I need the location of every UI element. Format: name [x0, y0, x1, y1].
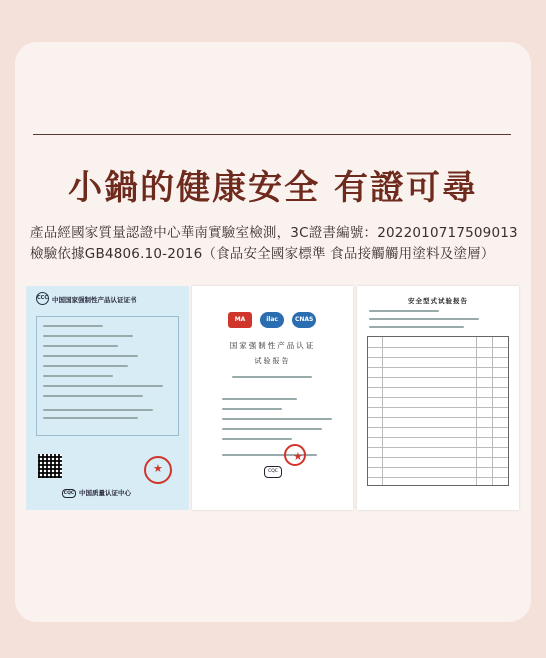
qr-code-icon [38, 454, 62, 478]
certificate-title: 中国国家强制性产品认证证书 [52, 296, 137, 304]
report-title: 国家强制性产品认证 [229, 341, 316, 350]
safety-report-image [357, 286, 519, 510]
divider-line [33, 134, 511, 135]
certificate-description-line2: 檢驗依據GB4806.10-2016（食品安全國家標準 食品接觸觸用塗料及塗層） [30, 246, 495, 262]
certificate-body [36, 316, 179, 436]
accreditation-badges [228, 306, 319, 328]
headline: 小鍋的健康安全 有證可尋 [68, 168, 478, 208]
ccc-logo-icon: CCC [36, 292, 49, 305]
test-results-table [367, 336, 509, 486]
test-report-image [192, 286, 353, 510]
ma-badge-icon: MA [228, 312, 252, 328]
safety-report-title: 安全型式试验报告 [408, 297, 468, 305]
certificate-image [26, 286, 189, 510]
cqc-logo-icon: CQC [63, 490, 75, 496]
red-seal-icon [144, 456, 172, 484]
certificate-issuer: CQC 中国质量认证中心 [63, 489, 131, 497]
cqc-logo-icon: CQC [264, 466, 282, 478]
report-subtitle: 试验报告 [254, 357, 291, 365]
ilac-badge-icon: ilac [260, 312, 284, 328]
red-seal-icon [284, 444, 306, 466]
certificate-description-line1: 產品經國家質量認證中心華南實驗室檢測，3C證書編號：2022010717509013 [30, 225, 518, 241]
cnas-badge-icon: CNAS [292, 312, 316, 328]
